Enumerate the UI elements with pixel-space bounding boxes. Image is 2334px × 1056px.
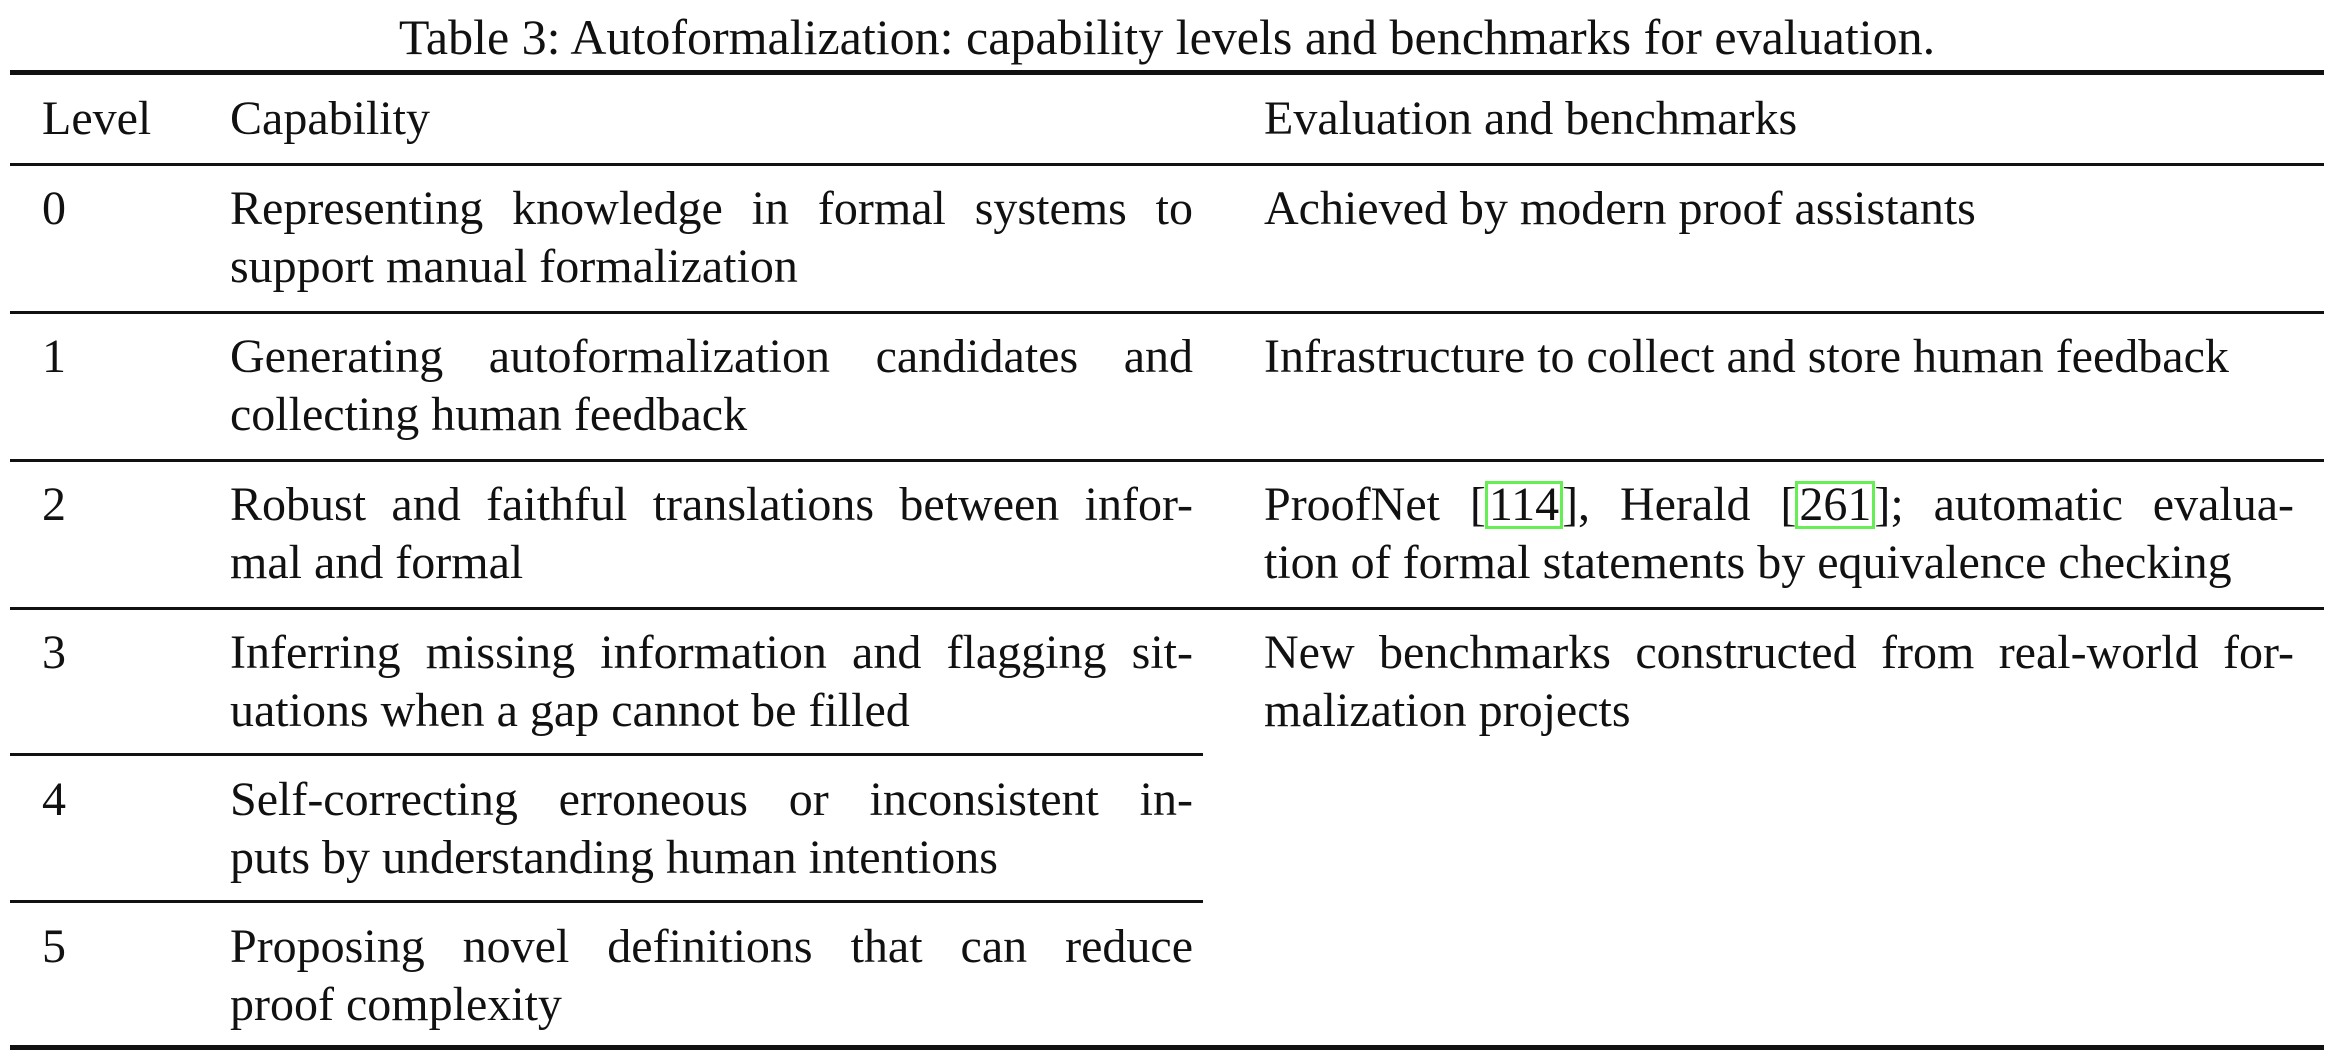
- row-2-evaluation: [1264, 476, 2294, 592]
- row-3-capability-line-1: Inferring missing information and flagging sit-: [230, 626, 1193, 679]
- row-0-capability-line-2: support manual formalization: [230, 240, 798, 293]
- row-3-evaluation: [1264, 624, 2294, 740]
- row-rule-0: [10, 311, 2324, 314]
- row-2-eval-middle: ], Herald [: [1562, 478, 1797, 531]
- row-1-level: 1: [42, 330, 66, 383]
- row-1-capability: [230, 328, 1193, 444]
- row-2-capability: [230, 476, 1193, 592]
- top-rule: [10, 70, 2324, 75]
- row-0-capability: [230, 180, 1193, 296]
- table-caption: Table 3: Autoformalization: capability levels and benchmarks for evaluation.: [398, 9, 1936, 65]
- row-5-level: 5: [42, 920, 66, 973]
- row-4-capability-line-2: puts by understanding human intentions: [230, 831, 998, 884]
- row-3-evaluation-line-1: New benchmarks constructed from real-world for-: [1264, 626, 2294, 679]
- row-3-level: 3: [42, 626, 66, 679]
- row-5-capability: [230, 918, 1193, 1034]
- header-level: Level: [42, 92, 152, 145]
- row-0-evaluation: Achieved by modern proof assistants: [1264, 182, 1976, 235]
- row-2-evaluation-line-2: tion of formal statements by equivalence checking: [1264, 536, 2232, 589]
- row-2-capability-line-2: mal and formal: [230, 536, 524, 589]
- header-capability: Capability: [230, 92, 430, 145]
- row-5-capability-line-2: proof complexity: [230, 978, 562, 1031]
- row-rule-1: [10, 459, 2324, 462]
- header-evaluation: Evaluation and benchmarks: [1264, 92, 1798, 145]
- row-2-capability-line-1: Robust and faithful translations between infor-: [230, 478, 1193, 531]
- row-3-evaluation-line-2: malization projects: [1264, 684, 1631, 737]
- row-3-capability-line-2: uations when a gap cannot be filled: [230, 684, 910, 737]
- row-2-eval-prefix: ProofNet [: [1264, 478, 1486, 531]
- header-rule: [10, 163, 2324, 166]
- citation-link-261[interactable]: 261: [1795, 481, 1875, 529]
- bottom-rule: [10, 1045, 2324, 1050]
- citation-link-114[interactable]: 114: [1485, 481, 1563, 529]
- row-3-capability: [230, 624, 1193, 740]
- row-2-evaluation-line-1: [1264, 476, 2294, 534]
- row-2-eval-suffix: ]; automatic evalua-: [1874, 478, 2294, 531]
- row-rule-3: [10, 753, 1203, 756]
- row-0-level: 0: [42, 182, 66, 235]
- row-4-capability: [230, 771, 1193, 887]
- row-5-capability-line-1: Proposing novel definitions that can reduce: [230, 920, 1193, 973]
- row-4-level: 4: [42, 773, 66, 826]
- row-1-evaluation: Infrastructure to collect and store human feedback: [1264, 330, 2229, 383]
- row-2-level: 2: [42, 478, 66, 531]
- row-1-capability-line-1: Generating autoformalization candidates and: [230, 330, 1193, 383]
- row-4-capability-line-1: Self-correcting erroneous or inconsistent in-: [230, 773, 1193, 826]
- row-rule-4: [10, 900, 1203, 903]
- row-1-capability-line-2: collecting human feedback: [230, 388, 748, 441]
- row-0-capability-line-1: Representing knowledge in formal systems to: [230, 182, 1193, 235]
- row-rule-2: [10, 607, 2324, 610]
